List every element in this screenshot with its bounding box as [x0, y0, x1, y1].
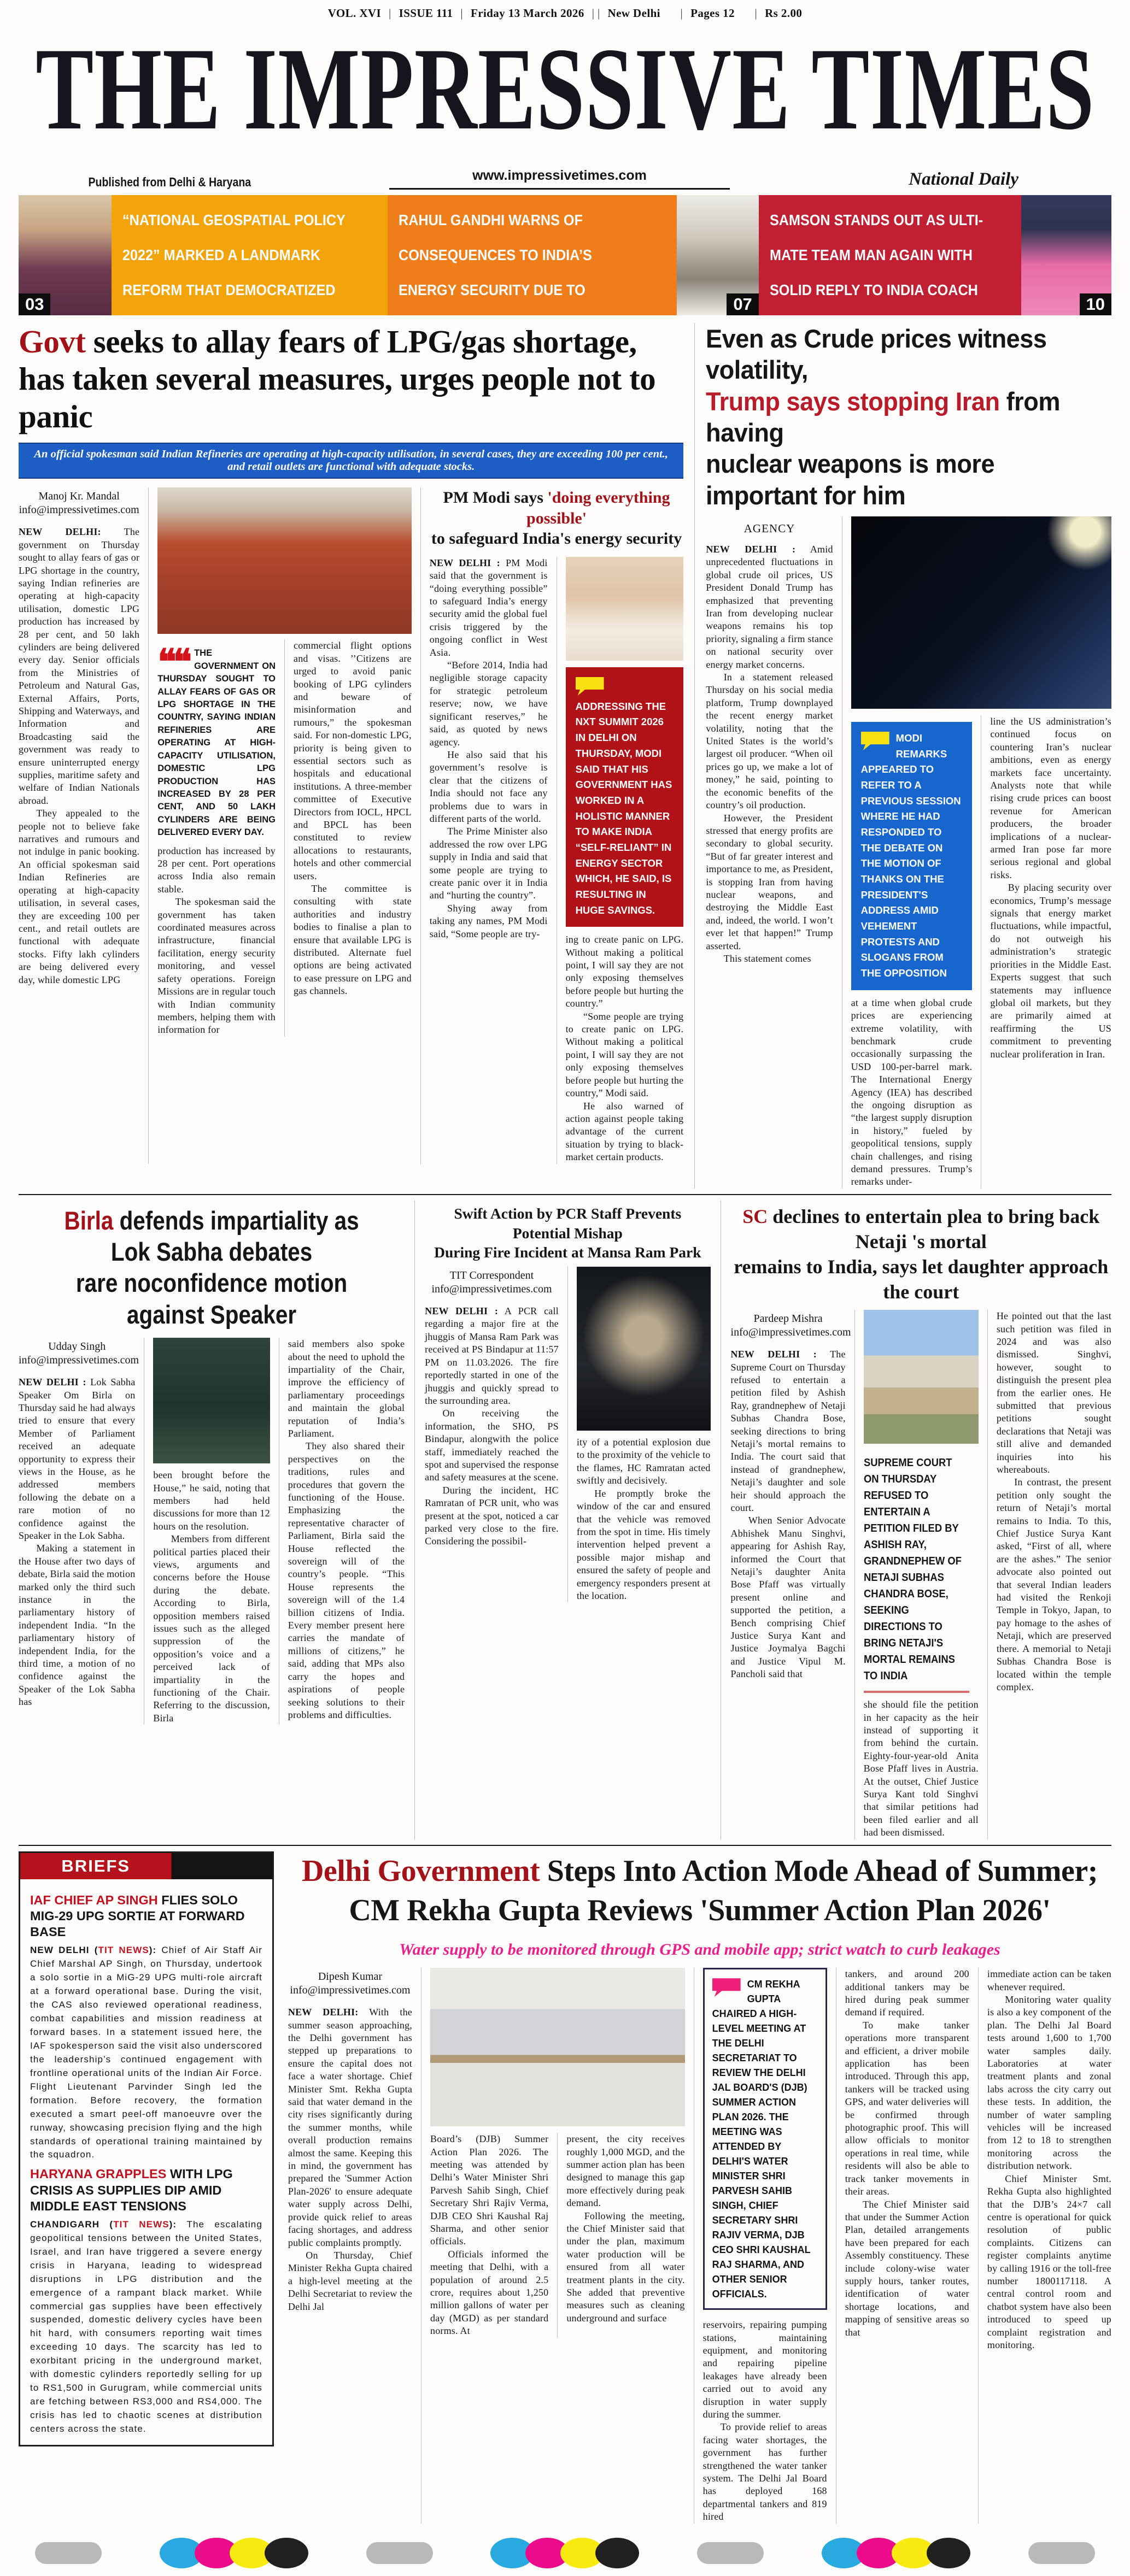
pcr-headline-line2: During Fire Incident at Mansa Ram Park	[434, 1244, 701, 1261]
teaser-line: MATE TEAM MAN AGAIN WITH	[769, 246, 973, 263]
birla-column-3	[279, 1338, 405, 1725]
brief-2-body	[30, 2218, 262, 2437]
modi-headline-red: 'doing everything possible'	[526, 489, 670, 527]
pages-label: Pages 12	[690, 7, 735, 20]
paragraph: They appealed to the people not to believe fake narratives and rumours and not indulge in panic booking. An official spokesman said Indian Refineries are operating at high-capacity utilisation, in several cases, they are exceeding 100 per cent., and retail outlets are functional with adequate stocks. Fifty lakh cylinders are being delivered every day, while domestic LPG	[19, 808, 140, 985]
paragraph: ity of a potential explosion due to the proximity of the vehicle to the flames, HC Ramratan acted swiftly and decisively.	[576, 1437, 711, 1486]
sub-masthead-row	[19, 168, 1111, 190]
paragraph: A PCR call regarding a major fire at the jhuggis of Mansa Ram Park was received at PS Bindapur at 11:57 PM on 11.03.2026. The fire reportedly started in one of the jhuggis and quickly spread to the surrounding area.	[425, 1305, 559, 1406]
paragraph: The spokesman said the government has taken coordinated measures across infrastructure, financial facilitation, energy security monitoring, and vessel safety operations. Foreign Missions are in regular touch with Indian community members, helping them with information for	[157, 896, 276, 1036]
teaser-strip	[19, 195, 1111, 315]
brief-dateline: CHANDIGARH (	[30, 2219, 114, 2230]
trump-columns-2-3	[842, 516, 1111, 1189]
dateline: NEW DELHI :	[730, 1349, 817, 1360]
brief-1-headline-red: IAF CHIEF AP SINGH	[30, 1892, 158, 1907]
pull-quote	[157, 642, 276, 839]
teaser-rahul-gandhi[interactable]	[388, 195, 677, 315]
dateline: NEW DELHI :	[706, 543, 796, 555]
paragraph: ing to create panic on LPG. Without making a political point, I will say they are not only exposing themselves before people but hurting the country.”	[565, 934, 684, 1009]
paragraph: He promptly broke the window of the car and ensured that the vehicle was removed from the spot in time. His timely intervention helped prevent a possible major mishap and ensured the safety of people and emergency responders present at the location.	[576, 1487, 711, 1601]
briefs-section	[19, 1851, 274, 2524]
paragraph: said members also spoke about the need to uphold the impartiality of the Chair, improve the efficiency of parliamentary proceedings and maintain the global reputation of India’s Parliament.	[288, 1338, 405, 1439]
speech-bubble-icon	[576, 677, 604, 696]
sc-headline-rest: declines to entertain plea to bring back Netaji 's mortal	[768, 1205, 1100, 1252]
dateline: NEW DELHI:	[288, 2007, 359, 2018]
paragraph: at a time when global crude prices are experiencing extreme volatility, with benchmark crude occasionally surpassing the USD 100-per-barrel mark. The International Energy Agency (IEA) has described the ongoing disruption as “the largest supply disruption in history,” fueled by geopolitical tensions, supply chain challenges, and rising demand pressures. Trump’s remarks under-	[851, 997, 973, 1187]
supreme-court-photo	[864, 1310, 979, 1444]
section-divider	[19, 1845, 1111, 1846]
print-registration-marks	[35, 2538, 1095, 2568]
paragraph: With the summer season approaching, the Delhi government has stepped up preparations to ensure the capital does not face a water shortage. Chief Minister Smt. Rekha Gupta said that water demand in the city rises significantly during the summer months, while overall production remains almost the same. Keeping this in mind, the government has prepared the 'Summer Action Plan-2026' to ensure adequate water supply across Delhi, provide quick relief to areas facing shortages, and address public complaints promptly.	[288, 2007, 413, 2248]
sc-column-3	[987, 1310, 1111, 1839]
caption-text: CM REKHA GUPTA CHAIRED A HIGH-LEVEL MEETING AT THE DELHI SECRETARIAT TO REVIEW THE DELHI JAL BOARD'S (DJB) SUMMER ACTION PLAN 2026. THE MEETING WAS ATTENDED BY DELHI'S WATER MINISTER SHRI PARVESH SAHIB SINGH, CHIEF SECRETARY SHRI RAJIV VERMA, DJB CEO SHRI KAUSHAL RAJ SHARMA, AND OTHER SENIOR OFFICIALS.	[712, 1979, 811, 2300]
black-dot	[595, 2538, 639, 2568]
paragraph: However, the President stressed that energy profits are secondary to global security. “But of far greater interest and importance to me, as President, is stopping Iran from having nuclear weapons, and destroying the Middle East and, indeed, the world. I won’t ever let that happen!” Trump asserted.	[706, 812, 833, 951]
teaser-line: SAMSON STANDS OUT AS ULTI-	[769, 211, 983, 228]
black-dot	[927, 2538, 970, 2568]
page-number-badge[interactable]: 07	[727, 293, 758, 315]
pcr-column-1	[425, 1267, 559, 1602]
teaser-line: RAHUL GANDHI WARNS OF	[398, 211, 583, 228]
paragraph: immediate action can be taken whenever required.	[987, 1968, 1111, 1992]
modi-red-callout	[566, 667, 684, 927]
delhi-column-e	[836, 1968, 969, 2524]
paragraph: Lok Sabha Speaker Om Birla on Thursday said he had always tried to ensure that every Member of Parliament received an adequate opportunity to express their views in the House, as he addressed members following the debate on a rare motion of no confidence against the Speaker in the Lok Sabha.	[19, 1377, 136, 1541]
paragraph: He also said that his government’s resolve is clear that the citizens of India should not face any problems due to wars in different parts of the world.	[429, 749, 548, 824]
cmyk-dots	[490, 2538, 639, 2568]
article-trump-iran	[694, 323, 1111, 1189]
trump-headline-line1: Even as Crude prices witness volatility,	[706, 324, 1047, 385]
teaser-line: ENERGY SECURITY DUE TO	[398, 281, 586, 298]
lpg-cylinders-photo	[157, 487, 412, 634]
delhi-column-c	[557, 2133, 684, 2338]
teaser-photo-sanju-samson	[1021, 195, 1111, 315]
callout-text: ADDRESSING THE NXT SUMMIT 2026 IN DELHI ON THURSDAY, MODI SAID THAT HIS GOVERNMENT HAS WORKED IN A HOLISTIC MANNER TO MAKE INDIA “SELF-RELIANT” IN ENERGY SECTOR WHICH, HE SAID, IS RESULTING IN HUGE SAVINGS.	[575, 700, 672, 916]
paragraph: Members from different political parties placed their views, arguments and concerns before the House during the debate. According to Birla, opposition members raised issues such as the alleged suppression of the opposition’s voice and a perceived lack of impartiality in the functioning of the Chair. Referring to the discussion, Birla	[153, 1533, 270, 1724]
sc-column-1	[730, 1310, 851, 1839]
meeting-caption-box	[703, 1968, 827, 2310]
sc-headline-line2: remains to India, says let daughter approach the court	[734, 1255, 1109, 1303]
author-name: Pardeep Mishra	[753, 1313, 823, 1325]
paragraph: By placing security over economics, Trump’s message signals that energy market fluctuations, while impactful, do not outweigh his administration’s strategic priorities in the Middle East. Experts suggest that such statements may influence global oil markets, but they are primarily aimed at reaffirming the US commitment to preventing nuclear proliferation in Iran.	[990, 882, 1112, 1060]
lead-columns-2-3	[148, 487, 412, 1163]
speech-bubble-icon	[712, 1978, 741, 1997]
separator: | |	[592, 7, 600, 20]
brief-1-headline	[30, 1892, 262, 1940]
tit-news-tag: TIT NEWS	[113, 2219, 169, 2230]
paragraph: The committee is consulting with state authorities and industry bodies to finalise a plan to ensure that available LPG is distributed. Alternate fuel options are being activated to ease pressure on LPG and gas channels.	[294, 883, 412, 997]
pcr-byline	[425, 1269, 559, 1296]
masthead	[19, 23, 1111, 154]
edition-label: National Daily	[909, 169, 1018, 189]
birla-headline-rest: defends impartiality as Lok Sabha debates	[110, 1205, 359, 1267]
teaser-geospatial-policy[interactable]	[112, 195, 388, 315]
sc-headline	[731, 1204, 1111, 1304]
article-birla-speaker	[19, 1201, 405, 1839]
price-label: Rs 2.00	[765, 7, 803, 20]
paragraph: The Prime Minister also addressed the row over LPG supply in India and said that some people are trying to create panic over it in India and “hurting the country”.	[429, 826, 548, 901]
author-email[interactable]: info@impressivetimes.com	[730, 1326, 851, 1339]
briefs-title: BRIEFS	[61, 1856, 131, 1875]
teaser-line: REFORM THAT DEMOCRATIZED	[122, 281, 336, 298]
delhi-headline-red: Delhi Government	[301, 1854, 540, 1888]
separator: |	[460, 7, 463, 20]
birla-column-1	[19, 1338, 139, 1725]
pcr-column-2	[567, 1267, 711, 1602]
author-name: Manoj Kr. Mandal	[38, 490, 120, 503]
paragraph: she should file the petition in her capacity as the heir instead of supporting it from behind the curtain. Eighty-four-year-old Anita Bose Pfaff lives in Austria. At the outset, Chief Justice Surya Kant told Singhvi that similar petitions had been filed earlier and all had been dismissed.	[863, 1699, 979, 1838]
author-email[interactable]: info@impressivetimes.com	[19, 504, 139, 516]
website-link[interactable]: www.impressivetimes.com	[389, 168, 730, 190]
paragraph: Following the meeting, the Chief Minister said that under the plan, maximum water production will be ensured from all water treatment plants in the city. She added that preventive measures such as cleaning underground and surface	[566, 2210, 685, 2324]
sc-photo-caption: SUPREME COURT ON THURSDAY REFUSED TO ENTERTAIN A PETITION FILED BY ASHISH RAY, GRANDNEPHEW OF NETAJI SUBHAS CHANDRA BOSE, SEEKING DIRECTIONS TO BRING NETAJI'S MORTAL REMAINS TO INDIA	[864, 1449, 969, 1693]
dateline: NEW DELHI :	[425, 1305, 499, 1317]
om-birla-photo	[153, 1338, 270, 1463]
brief-dateline-end: ):	[149, 1944, 162, 1955]
modi-photo	[566, 557, 684, 661]
brief-1-body	[30, 1944, 262, 2162]
article-pcr-fire	[414, 1201, 710, 1839]
callout-text: MODI REMARKS APPEARED TO REFER TO A PREVIOUS SESSION WHERE HE HAD RESPONDED TO THE DEBATE ON THE MOTION OF THANKS ON THE PRESIDENT'S ADDRESS AMID VEHEMENT PROTESTS AND SLOGANS FROM THE OPPOSITION	[860, 732, 961, 979]
trump-photo	[851, 516, 1111, 709]
article-sc-netaji	[721, 1201, 1111, 1839]
birla-byline	[19, 1340, 139, 1367]
brief-dateline: NEW DELHI (	[30, 1944, 98, 1955]
delhi-headline-rest: Steps Into Action Mode Ahead of Summer;	[540, 1854, 1098, 1888]
paragraph: On Thursday, Chief Minister Rekha Gupta chaired a high-level meeting at the Delhi Secretariat to review the Delhi Jal	[288, 2249, 413, 2312]
paragraph: The Chief Minister said that under the Summer Action Plan, detailed arrangements have been prepared for each Assembly constituency. These include colony-wise water supply hours, tanker routes, identification of water shortage locations, and mapping of sensitive areas so that	[845, 2198, 969, 2338]
brief-dateline-end: ):	[169, 2219, 187, 2230]
lead-column-1	[19, 487, 139, 1163]
paragraph: reservoirs, repairing pumping stations, maintaining equipment, and monitoring and repairing pipeline leakages have already been carried out to avoid any disruption in water supply during the summer.	[702, 2319, 827, 2420]
paragraph: They also shared their perspectives on the traditions, rules and procedures that govern the functioning of the House. Emphasizing the representative character of Parliament, Birla said the House reflected the sovereign will of the country’s people. “This House represents the sovereign will of the 1.4 billion citizens of India. Every member present here carries the mandate of millions of citizens,” he said, adding that MPs also carry the hopes and aspirations of people seeking solutions to their problems and difficulties.	[288, 1440, 405, 1720]
date-label: Friday 13 March 2026	[471, 7, 584, 20]
city-label: New Delhi	[607, 7, 660, 20]
birla-headline-red: Birla	[64, 1205, 114, 1235]
dateline: NEW DELHI :	[429, 557, 500, 568]
trump-headline-line2	[706, 386, 1095, 449]
brief-1-headline-rest: FLIES SOLO MIG-29 UPG SORTIE AT FORWARD BASE	[30, 1892, 245, 1939]
lead-column-3	[284, 639, 412, 1036]
teaser-samson[interactable]	[759, 195, 1021, 315]
speech-bubble-icon	[861, 732, 889, 750]
page-number-badge[interactable]: 10	[1080, 293, 1111, 315]
paragraph: PM Modi said that the government is “doing everything possible” to safeguard India’s energy security amid the global fuel crisis triggered by the ongoing conflict in West Asia.	[429, 557, 548, 658]
paragraph: The government on Thursday sought to allay fears of gas or LPG shortage in the country, saying Indian refineries are operating at high-capacity utilisation, domestic LPG production has increased by 28 per cent, and 50 lakh cylinders are being delivered every day. Senior officials from the Ministries of Petroleum and Natural Gas, External Affairs, Ports, Shipping and Waterways, and Information and Broadcasting said the government was ready to ensure uninterrupted energy supplies, maritime safety and welfare of Indian Nationals abroad.	[19, 526, 140, 806]
published-from-label: Published from Delhi & Haryana	[88, 175, 251, 189]
delhi-headline	[288, 1851, 1111, 1931]
author-name: TIT Correspondent	[449, 1269, 534, 1282]
modi-column-1	[430, 557, 548, 1164]
trump-headline	[706, 323, 1095, 511]
lead-headline	[19, 323, 683, 435]
paragraph: He also warned of action against people taking advantage of the current situation by trying to black-market certain products.	[565, 1100, 684, 1163]
dateline: NEW DELHI:	[19, 526, 101, 538]
author-email[interactable]: info@impressivetimes.com	[290, 1984, 411, 1997]
lead-headline-kicker: Govt	[19, 324, 86, 360]
gray-registration-mark	[697, 2542, 764, 2564]
lead-headline-text: seeks to allay fears of LPG/gas shortage, has taken several measures, urges people not to panic	[19, 324, 656, 434]
pull-quote-text: THE GOVERNMENT ON THURSDAY SOUGHT TO ALLAY FEARS OF GAS OR LPG SHORTAGE IN THE COUNTRY, SAYING INDIAN REFINERIES ARE OPERATING AT HIGH-CAPACITY UTILISATION, DOMESTIC LPG PRODUCTION HAS INCREASED BY 28 PER CENT, AND 50 LAKH CYLINDERS ARE BEING DELIVERED EVERY DAY.	[157, 648, 276, 838]
paragraph: Chief Minister Smt. Rekha Gupta also highlighted that the DJB’s 24×7 call centre is operational for quick resolution of public complaints. Citizens can register complaints anytime by calling 1916 or the toll-free number 1800117118. A central control room and chatbot system have also been introduced to speed up complaint registration and monitoring.	[987, 2173, 1111, 2350]
paragraph: Officials informed the meeting that Delhi, with a population of around 2.5 crore, requires about 1,250 million gallons of water per day (MGD) as per standard norms. At	[430, 2248, 549, 2337]
sc-headline-red: SC	[742, 1205, 768, 1227]
paragraph: Shying away from taking any names, PM Modi said, “Some people are try-	[429, 902, 548, 939]
gray-registration-mark	[366, 2542, 433, 2564]
brief-2-headline-red: HARYANA GRAPPLES	[30, 2167, 167, 2181]
cmyk-dots	[160, 2538, 308, 2568]
paragraph: Board’s (DJB) Summer Action Plan 2026. The meeting was attended by Delhi’s Water Minister Shri Parvesh Sahib Singh, Chief Secretary Shri Rajiv Verma, DJB CEO Shri Kaushal Raj Sharma, and other senior officials.	[430, 2133, 549, 2247]
gray-registration-mark	[35, 2542, 102, 2564]
agency-byline: AGENCY	[743, 521, 795, 535]
sc-byline	[730, 1312, 851, 1339]
lead-strap: An official spokesman said Indian Refineries are operating at high-capacity utilisation, in several cases, they are exceeding 100 per cent., and retail outlets are functional with adequate stocks.	[19, 443, 683, 479]
trump-headline-line2-rest: from having	[706, 386, 1061, 447]
paragraph: been brought before the House,” he said, noting that members had held discussions for more than 12 hours on the resolution.	[153, 1469, 270, 1532]
delhi-column-a	[288, 1968, 412, 2524]
cmyk-dots	[822, 2538, 970, 2568]
delhi-columns-b-c	[421, 1968, 685, 2524]
gray-registration-mark	[1028, 2542, 1095, 2564]
trump-column-1	[706, 516, 833, 1189]
trump-headline-line3: nuclear weapons is more important for him	[706, 449, 995, 510]
modi-headline	[430, 487, 684, 549]
paragraph: When Senior Advocate Abhishek Manu Singhvi, appearing for Ashish Ray, informed the Court that Netaji’s daughter Anita Bose Pfaff was virtually present online and supported the petition, a Bench comprising Chief Justice Surya Kant and Justice Joymalya Bagchi and Justice Vipul M. Pancholi said that	[730, 1515, 846, 1680]
teaser-photo-politician	[19, 195, 112, 315]
paragraph: In a statement released Thursday on his social media platform, Trump downplayed the recent energy market volatility, noting that the United States is the world’s largest oil producer. “When oil prices go up, we make a lot of money,” he said, pointing to the economic benefits of the country’s oil production.	[706, 672, 833, 811]
paragraph: To make tanker operations more transparent and efficient, a driver mobile application has been introduced. Through this app, tankers will be tracked using GPS, and water deliveries will be confirmed through photographic proof. This will allow officials to monitor operations in real time, while residents will also be able to track tanker movements in their areas.	[845, 2019, 969, 2197]
trump-column-3	[981, 715, 1111, 1189]
teaser-line: CONSEQUENCES TO INDIA’S	[398, 246, 592, 263]
paragraph: Amid unprecedented fluctuations in global crude oil prices, US President Donald Trump has emphasized that preventing Iran from developing nuclear weapons remains his top priority, signaling a firm stance on national security over energy market concerns.	[706, 543, 833, 670]
trump-blue-callout	[851, 722, 973, 990]
volume-label: VOL. XVI	[327, 7, 382, 20]
dateline: NEW DELHI :	[19, 1377, 86, 1388]
brief-2-headline	[30, 2166, 262, 2214]
delhi-column-f	[978, 1968, 1111, 2524]
teaser-photo-rahul-gandhi	[677, 195, 759, 315]
trump-headline-red: Trump says stopping Iran	[706, 386, 1000, 416]
brief-2-headline-rest: WITH LPG CRISIS AS SUPPLIES DIP AMID MIDDLE EAST TENSIONS	[30, 2167, 233, 2214]
modi-headline-line2: to safeguard India's energy security	[431, 530, 682, 548]
paragraph: During the incident, HC Ramratan of PCR unit, who was present at the spot, noticed a car parked very close to the fire. Considering the possibil-	[425, 1484, 559, 1547]
delhi-column-b	[430, 2133, 548, 2338]
page-number-badge[interactable]: 03	[19, 293, 50, 315]
author-email[interactable]: info@impressivetimes.com	[19, 1354, 139, 1367]
briefs-banner	[20, 1853, 272, 1879]
paragraph: Making a statement in the House after two days of debate, Birla said the motion marked only the third such instance in the parliamentary history of independent India. “In the parliamentary history of independent India, for the third time, a motion of no confidence against the Speaker of the Lok Sabha has	[19, 1543, 136, 1708]
paragraph: present, the city receives roughly 1,000 MGD, and the summer action plan has been designed to manage this gap more effectively during peak demand.	[566, 2133, 685, 2209]
paragraph: commercial flight options and visas. ’’Citizens are urged to avoid panic booking of LPG cylinders and beware of misinformation and rumours,” the spokesman said. For non-domestic LPG, priority is being given to essential sectors such as hospitals and educational institutions. A three-member committee of Executive Directors from IOCL, HPCL and BPCL has been constituted to review allocations to restaurants, hotels and other commercial users.	[294, 640, 412, 881]
delhi-subhead: Water supply to be monitored through GPS and mobile app; strict watch to curb leakages	[399, 1940, 1000, 1959]
sc-column-2	[854, 1310, 979, 1839]
modi-sub-article	[420, 487, 684, 1163]
modi-headline-text: PM Modi says	[443, 489, 548, 507]
birla-column-2	[144, 1338, 270, 1725]
djb-meeting-photo	[430, 1968, 685, 2126]
lead-byline	[19, 490, 139, 517]
brief-text: Chief of Air Staff Air Chief Marshal AP Singh, on Thursday, undertook a solo sortie in a MiG-29 UPG multi-role aircraft at a forward operational base. During the visit, the CAS also reviewed operational readiness, combat capabilities and mission readiness at forward bases. In a statement issued here, the IAF spokesperson said the visit also underscored the leadership’s continued engagement with frontline operational units of the Indian Air Force. Flight Lieutenant Parvinder Singh led the formation. Before recovery, the formation executed a smart peel-off manoeuvre over the runway, showcasing precision flying and the high standards of operational training maintained by the squadron.	[30, 1944, 262, 2160]
paragraph: “Some people are trying to create panic on LPG. Without making a political point, I will say they are not only exposing themselves before people but hurting the country,” Modi said.	[565, 1010, 684, 1099]
quote-icon: ❝❝	[157, 642, 189, 683]
masthead-title: THE IMPRESSIVE TIMES	[35, 22, 1095, 155]
author-email[interactable]: info@impressivetimes.com	[431, 1283, 552, 1296]
pcr-headline	[425, 1204, 710, 1262]
teaser-line: SOLID REPLY TO INDIA COACH	[769, 281, 978, 298]
paragraph: In contrast, the present petition only sought the return of Netaji’s mortal remains to India. To this, Chief Justice Surya Kant asked, “First of all, where are the ashes.” The senior advocate also pointed out that several Indian leaders had visited the Renkoji Temple in Tokyo, Japan, to pay homage to the ashes of Netaji, which are preserved there. A memorial to Netaji Subhas Chandra Bose is located within the temple complex.	[996, 1477, 1111, 1692]
paragraph: On receiving the information, the SHO, PS Bindapur, alongwith the police staff, immediately reached the spot and supervised the response and safety measures at the scene.	[425, 1408, 559, 1483]
teaser-line: “NATIONAL GEOSPATIAL POLICY	[122, 211, 346, 228]
paragraph: This statement comes	[723, 952, 811, 964]
tit-news-tag: TIT NEWS	[98, 1944, 149, 1955]
section-divider	[19, 1194, 1111, 1195]
separator: |	[668, 7, 683, 20]
black-dot	[265, 2538, 308, 2568]
birla-headline	[45, 1205, 377, 1330]
issue-label: ISSUE 111	[399, 7, 453, 20]
paragraph: The Supreme Court on Thursday refused to entertain a petition filed by Ashish Ray, grandnephew of Netaji Subhas Chandra Bose, seeking directions to bring Netaji’s mortal remains to India. The court said that instead of grandnephew, Netaji’s daughter and sole heir should approach the court.	[730, 1349, 846, 1513]
modi-column-2	[557, 557, 684, 1164]
teaser-line: 2022” MARKED A LANDMARK	[122, 246, 321, 263]
delhi-byline	[288, 1970, 412, 1997]
separator: |	[742, 7, 758, 20]
paragraph: Monitoring water quality is also a key component of the plan. The Delhi Jal Board tests around 1,600 to 1,700 water samples daily. Laboratories at water treatment plants and zonal labs across the city carry out these tests. In addition, the number of water sampling vehicles will be increased from 12 to 18 to strengthen monitoring across the distribution network.	[987, 1994, 1111, 2172]
article-lpg-shortage	[19, 323, 683, 1189]
author-name: Dipesh Kumar	[318, 1971, 383, 1983]
edition-meta-line	[19, 7, 1111, 20]
pcr-officer-photo	[577, 1267, 711, 1431]
paragraph: line the US administration’s continued focus on countering Iran’s nuclear ambitions, even as energy markets face uncertainty. Analysts note that while rising crude prices can boost revenue for American producers, the broader implications of a nuclear-armed Iran pose far more serious regional and global risks.	[990, 715, 1112, 880]
author-name: Udday Singh	[48, 1340, 106, 1353]
delhi-column-d	[694, 1968, 827, 2524]
delhi-headline-line2: CM Rekha Gupta Reviews 'Summer Action Plan 2026'	[349, 1893, 1051, 1928]
birla-headline-line2: rare noconfidence motion against Speaker	[75, 1268, 348, 1329]
briefs-box	[19, 1851, 274, 2447]
separator: |	[389, 7, 391, 20]
paragraph: To provide relief to areas facing water shortages, the government has further strengthened the water tanker system. The Delhi Jal Board has deployed 168 departmental tankers and 819 hired	[702, 2421, 827, 2522]
paragraph: He pointed out that the last such petition was filed in 2024 and was also dismissed. Singhvi, however, sought to distinguish the present plea from the earlier ones. He submitted that previous petitions sought declarations that Netaji was still alive and demanded inquiries into his whereabouts.	[996, 1310, 1111, 1475]
trump-column-2	[851, 715, 973, 1189]
paragraph: tankers, and around 200 additional tankers may be hired during peak summer demand if required.	[845, 1968, 969, 2018]
article-summer-action-plan	[277, 1851, 1111, 2524]
paragraph: production has increased by 28 per cent. Port operations across India also remain stable.	[157, 845, 276, 895]
pcr-headline-line1: Swift Action by PCR Staff Prevents Potential Mishap	[454, 1204, 682, 1242]
lead-column-2	[157, 639, 276, 1036]
paragraph: “Before 2014, India had negligible storage capacity for strategic petroleum reserve; now, we have significant reserves,” he said, as quoted by news agency.	[429, 660, 548, 748]
brief-text: The escalating geopolitical tensions between the United States, Israel, and Iran have triggered a severe energy crisis in Haryana, leading to widespread disruptions in LPG distribution and the emergence of a rampant black market. While commercial gas supplies have been effectively suspended, domestic delivery cycles have been hit hard, with consumers reporting wait times exceeding 10 days. The scarcity has led to exorbitant pricing in the underground market, with domestic cylinders reportedly selling for up to RS1,500 in Gurugram, while commercial units are fetching between RS3,000 and RS4,000. The crisis has led to chaotic scenes at distribution centers across the state.	[30, 2219, 262, 2434]
